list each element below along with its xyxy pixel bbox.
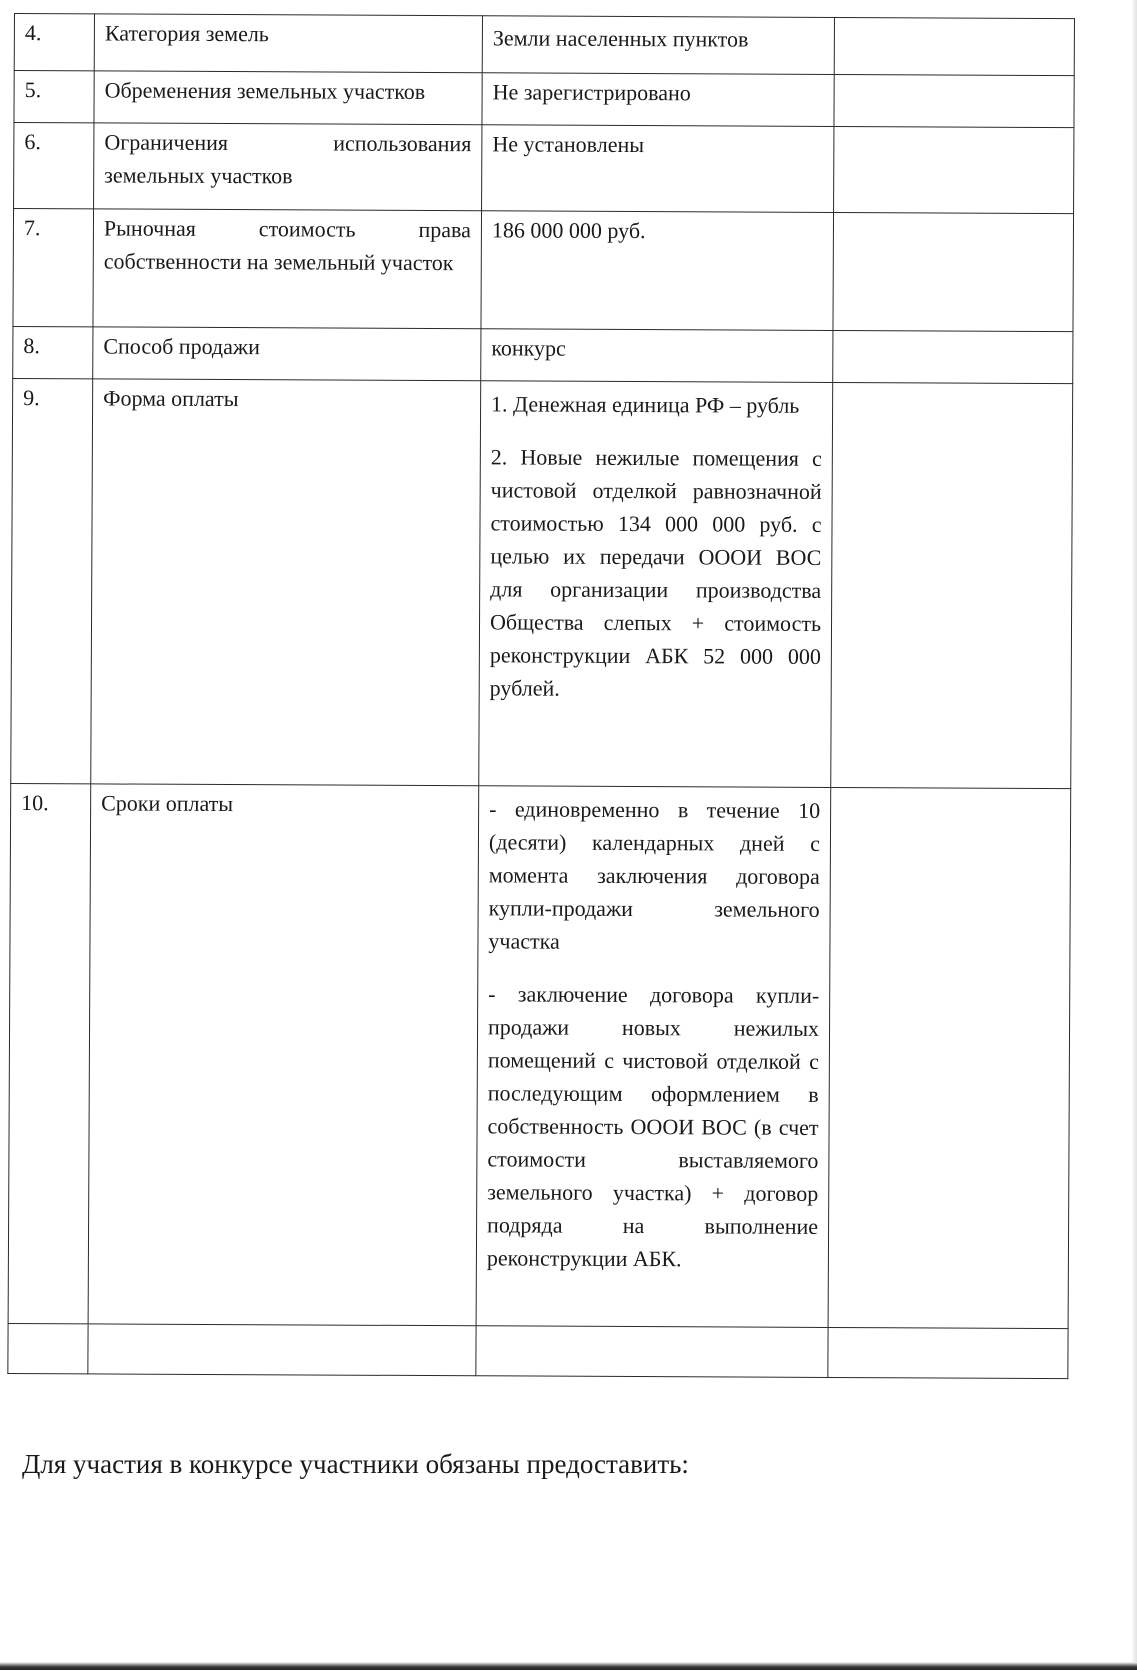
- table-row: [14, 14, 1074, 76]
- row-label: Форма оплаты: [91, 379, 481, 786]
- row-number: 9.: [11, 378, 93, 783]
- table-row: [13, 326, 1073, 383]
- table-row: [14, 71, 1074, 128]
- table-row: [8, 1323, 1068, 1378]
- row-value: конкурс: [491, 335, 566, 361]
- row-number: 10.: [8, 783, 91, 1323]
- empty-cell: [834, 18, 1074, 76]
- row-number: 4.: [14, 14, 94, 71]
- row-number: 6.: [14, 123, 94, 209]
- scan-edge: [1131, 0, 1137, 1670]
- payment-form-item: 1. Денежная единица РФ – рубль: [491, 391, 800, 418]
- row-number: 7.: [13, 209, 94, 327]
- row-number: 8.: [13, 326, 93, 378]
- scan-bottom-edge: [0, 1662, 1137, 1670]
- empty-cell: [833, 331, 1073, 384]
- row-label: Способ продажи: [93, 327, 481, 381]
- empty-cell: [831, 383, 1073, 789]
- table-row: [13, 209, 1074, 332]
- row-label: Ограничения использования земельных участков: [94, 123, 482, 211]
- empty-cell: [833, 213, 1074, 332]
- empty-cell: [476, 1326, 828, 1378]
- footer-text: Для участия в конкурсе участники обязаны предоставить:: [22, 1449, 689, 1479]
- empty-cell: [828, 1327, 1068, 1378]
- empty-cell: [828, 788, 1071, 1329]
- table-row: [11, 378, 1073, 788]
- row-label: Категория земель: [94, 14, 482, 73]
- empty-cell: [88, 1324, 476, 1376]
- table-row: [8, 783, 1071, 1328]
- empty-cell: [8, 1323, 88, 1373]
- empty-cell: [834, 75, 1074, 128]
- payment-form-item: 2. Новые нежилые помещения с чистовой отделкой равнозначной стоимостью 134 000 000 руб. с целью их передачи ОООИ ВОС для организации производства Общества слепых + стоимость реконструкции АБК 52 000 000 рублей.: [489, 444, 822, 701]
- row-value: Не установлены: [492, 131, 645, 158]
- payment-term-item: - заключение договора купли-продажи новых нежилых помещений с чистовой отделкой с последующим оформлением в собственность ОООИ ВОС (в счет стоимости выставляемого земельного участка) + договор подряда на выполнение реконструкции АБК.: [486, 981, 820, 1272]
- row-value: Земли населенных пунктов: [492, 25, 749, 52]
- empty-cell: [834, 127, 1074, 214]
- row-label: Рыночная стоимость права собственности на земельный участок: [93, 209, 482, 329]
- row-label: Обременения земельных участков: [94, 71, 482, 125]
- row-number: 5.: [14, 71, 94, 123]
- row-label: Сроки оплаты: [88, 784, 479, 1326]
- payment-term-item: - единовременно в течение 10 (десяти) календарных дней с момента заключения договора купли-продажи земельного участка: [488, 796, 821, 954]
- table-row: [14, 123, 1074, 214]
- row-value: 186 000 000 руб.: [491, 217, 646, 244]
- row-value: Не зарегистрировано: [492, 79, 691, 106]
- lot-info-table: [7, 13, 1075, 1379]
